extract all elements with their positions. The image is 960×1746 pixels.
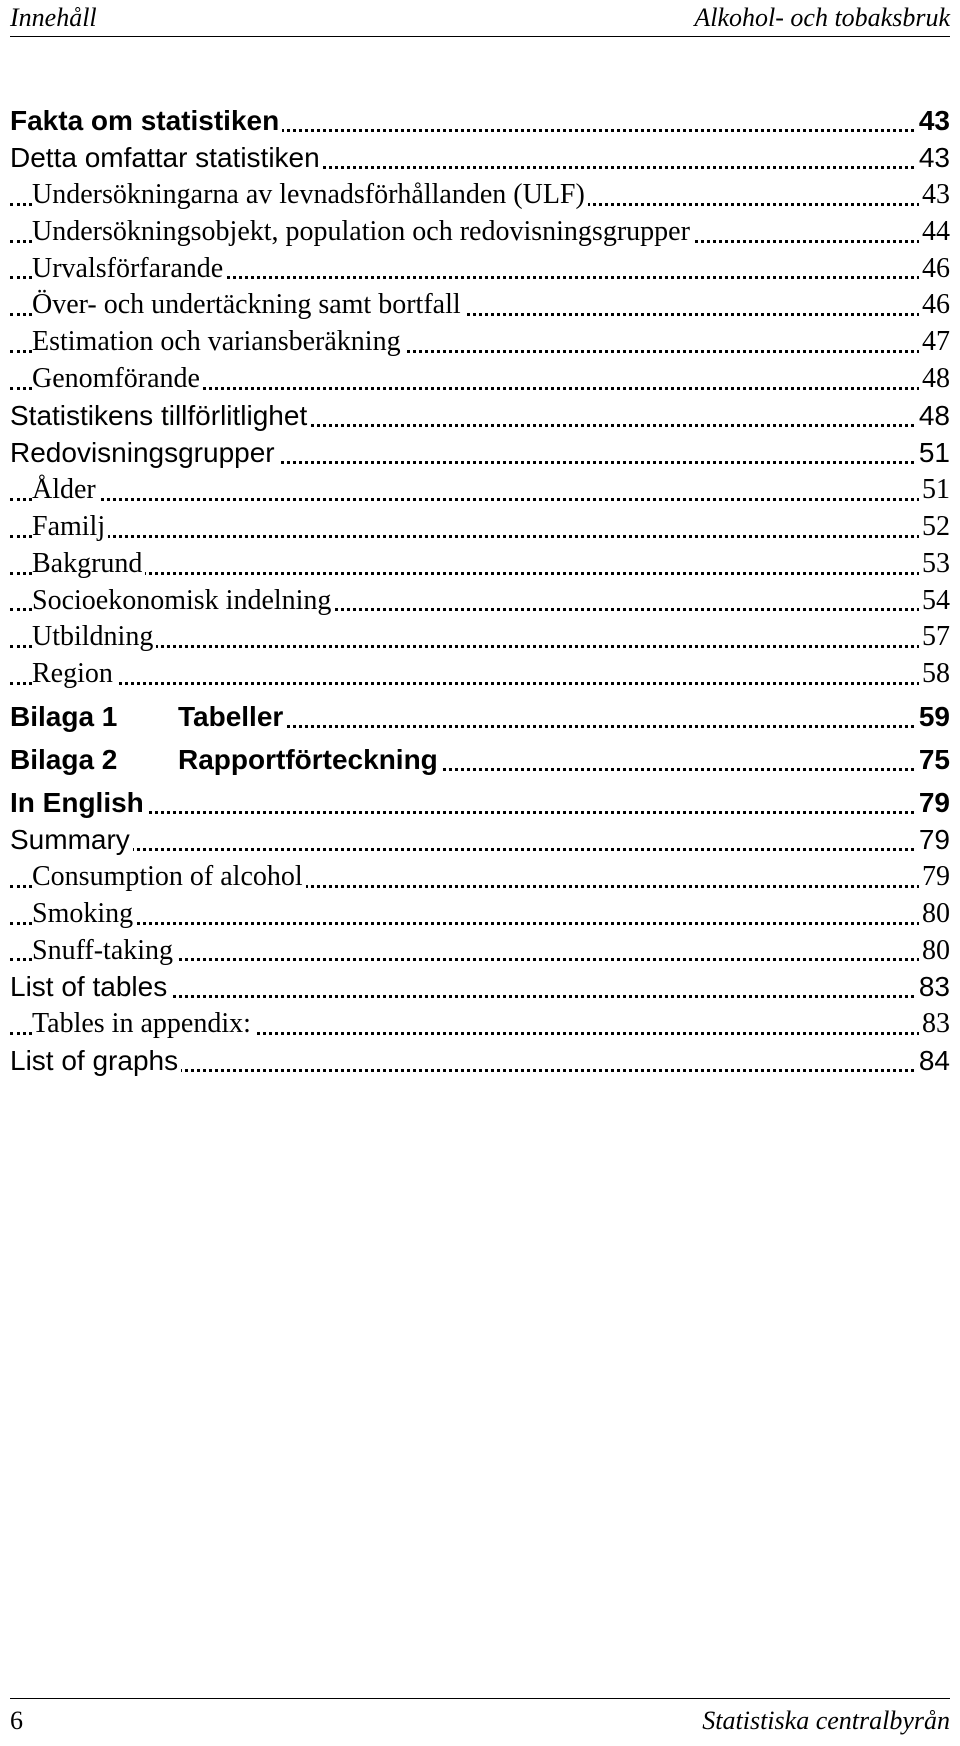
leader-dots — [10, 848, 950, 851]
leader-dots — [10, 498, 950, 501]
leader-dots — [10, 922, 950, 925]
toc-entry-page: 59 — [916, 699, 950, 736]
toc-entry-undersokningsobjekt[interactable] — [10, 214, 950, 251]
toc-entry-page: 58 — [919, 656, 950, 693]
toc-entry-page: 51 — [919, 472, 950, 509]
footer-publisher: Statistiska centralbyrån — [702, 1706, 950, 1735]
toc-entry-label: Smoking — [32, 896, 136, 933]
leader-dots — [10, 682, 950, 685]
toc-entry-label: Statistikens tillförlitlighet — [10, 398, 310, 435]
toc-entry-label: Undersökningsobjekt, population och redovisningsgrupper — [32, 214, 693, 251]
header-section-title: Innehåll — [10, 3, 97, 32]
toc-entry-label: Ålder — [32, 472, 99, 509]
toc-entry-label: In English — [10, 785, 147, 822]
header-publication-title: Alkohol- och tobaksbruk — [694, 3, 950, 32]
leader-dots — [10, 811, 950, 814]
appendix-title: Rapportförteckning — [178, 744, 438, 776]
toc-entry-label: Estimation och variansberäkning — [32, 324, 404, 361]
toc-entry-region[interactable] — [10, 656, 950, 693]
toc-entry-label: List of graphs — [10, 1043, 181, 1080]
toc-entry-label: Tables in appendix: — [32, 1006, 254, 1043]
toc-entry-fakta-om-statistiken[interactable] — [10, 103, 950, 140]
toc-entry-page: 48 — [919, 361, 950, 398]
toc-entry-label: Bakgrund — [32, 546, 145, 583]
toc-entry-page: 54 — [919, 583, 950, 620]
toc-entry-page: 43 — [919, 177, 950, 214]
toc-entry-page: 83 — [919, 1006, 950, 1043]
toc-entry-utbildning[interactable] — [10, 619, 950, 656]
toc-entry-page: 46 — [919, 287, 950, 324]
toc-entry-tackning-bortfall[interactable] — [10, 287, 950, 324]
toc-entry-page: 84 — [916, 1043, 950, 1080]
toc-entry-page: 79 — [919, 859, 950, 896]
toc-entry-alder[interactable] — [10, 472, 950, 509]
toc-entry-bilaga-1[interactable] — [10, 699, 950, 736]
toc-entry-tillforlitlighet[interactable] — [10, 398, 950, 435]
toc-entry-page: 44 — [919, 214, 950, 251]
toc-entry-label: Undersökningarna av levnadsförhållanden (ULF) — [32, 177, 588, 214]
toc-entry-page: 47 — [919, 324, 950, 361]
toc-entry-detta-omfattar-statistiken[interactable] — [10, 140, 950, 177]
footer-rule — [10, 1698, 950, 1699]
toc-entry-page: 57 — [919, 619, 950, 656]
toc-entry-page: 79 — [916, 785, 950, 822]
toc-entry-label: Familj — [32, 509, 108, 546]
appendix-number: Bilaga 2 — [10, 744, 118, 776]
toc-entry-page: 43 — [916, 103, 950, 140]
toc-entry-label: Socioekonomisk indelning — [32, 583, 334, 620]
toc-entry-list-of-graphs[interactable] — [10, 1043, 950, 1080]
toc-entry-label: Fakta om statistiken — [10, 103, 282, 140]
appendix-title: Tabeller — [178, 701, 284, 733]
toc-entry-label: Utbildning — [32, 619, 156, 656]
toc-entry-genomforande[interactable] — [10, 361, 950, 398]
toc-entry-label: Snuff-taking — [32, 933, 176, 970]
page-number: 6 — [10, 1706, 23, 1735]
toc-entry-tables-in-appendix[interactable] — [10, 1006, 950, 1043]
toc-entry-page: 80 — [919, 933, 950, 970]
appendix-number: Bilaga 1 — [10, 701, 118, 733]
toc-entry-familj[interactable] — [10, 509, 950, 546]
toc-entry-ulf[interactable] — [10, 177, 950, 214]
toc-entry-page: 75 — [916, 742, 950, 779]
toc-entry-label: Region — [32, 656, 116, 693]
toc-entry-bilaga-2[interactable] — [10, 742, 950, 779]
toc-entry-label: Urvalsförfarande — [32, 251, 226, 288]
leader-dots — [10, 572, 950, 575]
toc-entry-label: Genomförande — [32, 361, 203, 398]
toc-entry-page: 83 — [916, 969, 950, 1006]
toc-entry-in-english[interactable] — [10, 785, 950, 822]
toc-entry-page: 52 — [919, 509, 950, 546]
toc-entry-page: 43 — [916, 140, 950, 177]
toc-entry-consumption-of-alcohol[interactable] — [10, 859, 950, 896]
toc-entry-label: List of tables — [10, 969, 170, 1006]
toc-entry-snuff-taking[interactable] — [10, 933, 950, 970]
toc-entry-label — [10, 699, 286, 736]
toc-entry-label: Redovisningsgrupper — [10, 435, 278, 472]
toc-entry-page: 46 — [919, 251, 950, 288]
toc-entry-redovisningsgrupper[interactable] — [10, 435, 950, 472]
leader-dots — [10, 535, 950, 538]
toc-entry-label — [10, 742, 441, 779]
toc-entry-list-of-tables[interactable] — [10, 969, 950, 1006]
page-header — [10, 0, 950, 40]
toc-entry-page: 53 — [919, 546, 950, 583]
table-of-contents — [10, 103, 950, 1080]
toc-entry-smoking[interactable] — [10, 896, 950, 933]
toc-entry-page: 80 — [919, 896, 950, 933]
toc-entry-label: Detta omfattar statistiken — [10, 140, 323, 177]
toc-entry-urvalsforfarande[interactable] — [10, 251, 950, 288]
toc-entry-label: Consumption of alcohol — [32, 859, 306, 896]
toc-entry-bakgrund[interactable] — [10, 546, 950, 583]
toc-entry-page: 79 — [916, 822, 950, 859]
toc-entry-page: 51 — [916, 435, 950, 472]
toc-entry-socioekonomisk[interactable] — [10, 583, 950, 620]
toc-entry-label: Summary — [10, 822, 133, 859]
toc-entry-summary[interactable] — [10, 822, 950, 859]
toc-entry-label: Över- och undertäckning samt bortfall — [32, 287, 464, 324]
toc-entry-page: 48 — [916, 398, 950, 435]
page-footer — [10, 1698, 950, 1738]
toc-entry-estimation[interactable] — [10, 324, 950, 361]
header-rule — [10, 36, 950, 37]
